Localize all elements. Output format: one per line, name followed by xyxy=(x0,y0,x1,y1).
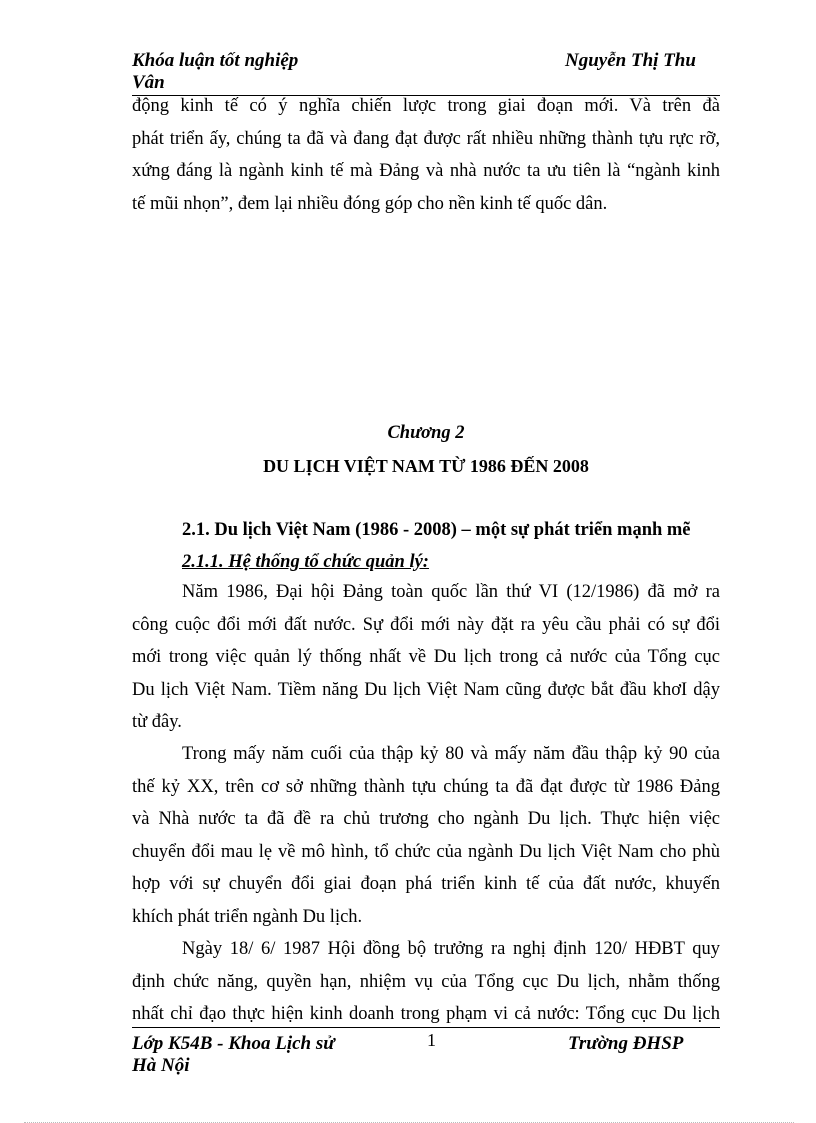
text-line: Trong mấy năm cuối của thập kỷ 80 và mấy năm đầu thập kỷ 90 của xyxy=(182,744,720,764)
footer-class-label: Lớp K54B - Khoa Lịch sử xyxy=(132,1033,335,1054)
text-line: chuyển đổi mau lẹ về mô hình, tổ chức của ngành Du lịch Việt Nam cho phù xyxy=(132,841,720,862)
text-line: thế kỷ XX, trên cơ sở những thành tựu chúng ta đã đạt được từ 1986 Đảng xyxy=(132,776,720,797)
header-thesis-label: Khóa luận tốt nghiệp xyxy=(132,50,299,71)
page-number: 1 xyxy=(427,1030,436,1050)
text-line: từ đây. xyxy=(132,712,182,732)
footer-university-label: Trường ĐHSP xyxy=(568,1033,684,1054)
text-line: khích phát triển ngành Du lịch. xyxy=(132,906,363,927)
text-line: phát triển ấy, chúng ta đã và đang đạt được rất nhiều những thành tựu rực rỡ, xyxy=(132,128,720,149)
text-line: định chức năng, quyền hạn, nhiệm vụ của Tổng cục Du lịch, nhằm thống xyxy=(132,971,720,992)
text-line: và Nhà nước ta đã đề ra chủ trương cho ngành Du lịch. Thực hiện việc xyxy=(132,809,720,829)
header-author-name: Nguyễn Thị Thu xyxy=(565,50,696,71)
text-line: xứng đáng là ngành kinh tế mà Đảng và nhà nước ta ưu tiên là “ngành kinh xyxy=(132,161,720,181)
text-line: động kinh tế có ý nghĩa chiến lược trong giai đoạn mới. Và trên đà xyxy=(132,96,720,116)
chapter-label: Chương 2 xyxy=(387,423,465,443)
text-line: nhất chỉ đạo thực hiện kinh doanh trong phạm vi cả nước: Tổng cục Du lịch xyxy=(132,1004,720,1024)
footer-divider xyxy=(132,1027,720,1028)
section-heading: 2.1. Du lịch Việt Nam (1986 - 2008) – một sự phát triển mạnh mẽ xyxy=(182,520,691,540)
subsection-heading: 2.1.1. Hệ thống tổ chức quản lý: xyxy=(182,552,429,572)
text-line: công cuộc đổi mới đất nước. Sự đổi mới này đặt ra yêu cầu phải có sự đổi xyxy=(132,614,720,635)
header-left xyxy=(132,50,392,94)
paragraph-1 xyxy=(132,576,720,739)
header-author-name-continued: Vân xyxy=(132,72,165,93)
footer-left xyxy=(132,1033,392,1077)
text-line: mới trong việc quản lý thống nhất về Du lịch trong cả nước của Tổng cục xyxy=(132,647,720,667)
text-line: Năm 1986, Đại hội Đảng toàn quốc lần thứ VI (12/1986) đã mở ra xyxy=(182,582,720,602)
text-line: Ngày 18/ 6/ 1987 Hội đồng bộ trưởng ra nghị định 120/ HĐBT quy xyxy=(182,939,720,959)
text-line: Du lịch Việt Nam. Tiềm năng Du lịch Việt Nam cũng được bắt đầu khơI dậy xyxy=(132,679,720,700)
chapter-title: DU LỊCH VIỆT NAM TỪ 1986 ĐẾN 2008 xyxy=(263,456,589,476)
text-line: tế mũi nhọn”, đem lại nhiều đóng góp cho nền kinh tế quốc dân. xyxy=(132,193,608,214)
footer-city-label: Hà Nội xyxy=(132,1055,190,1076)
text-line: hợp với sự chuyển đổi giai đoạn phá triển kinh tế của đất nước, khuyến xyxy=(132,874,720,894)
paragraph-2 xyxy=(132,738,720,933)
paragraph-3 xyxy=(132,933,720,1031)
intro-paragraph xyxy=(132,90,720,220)
